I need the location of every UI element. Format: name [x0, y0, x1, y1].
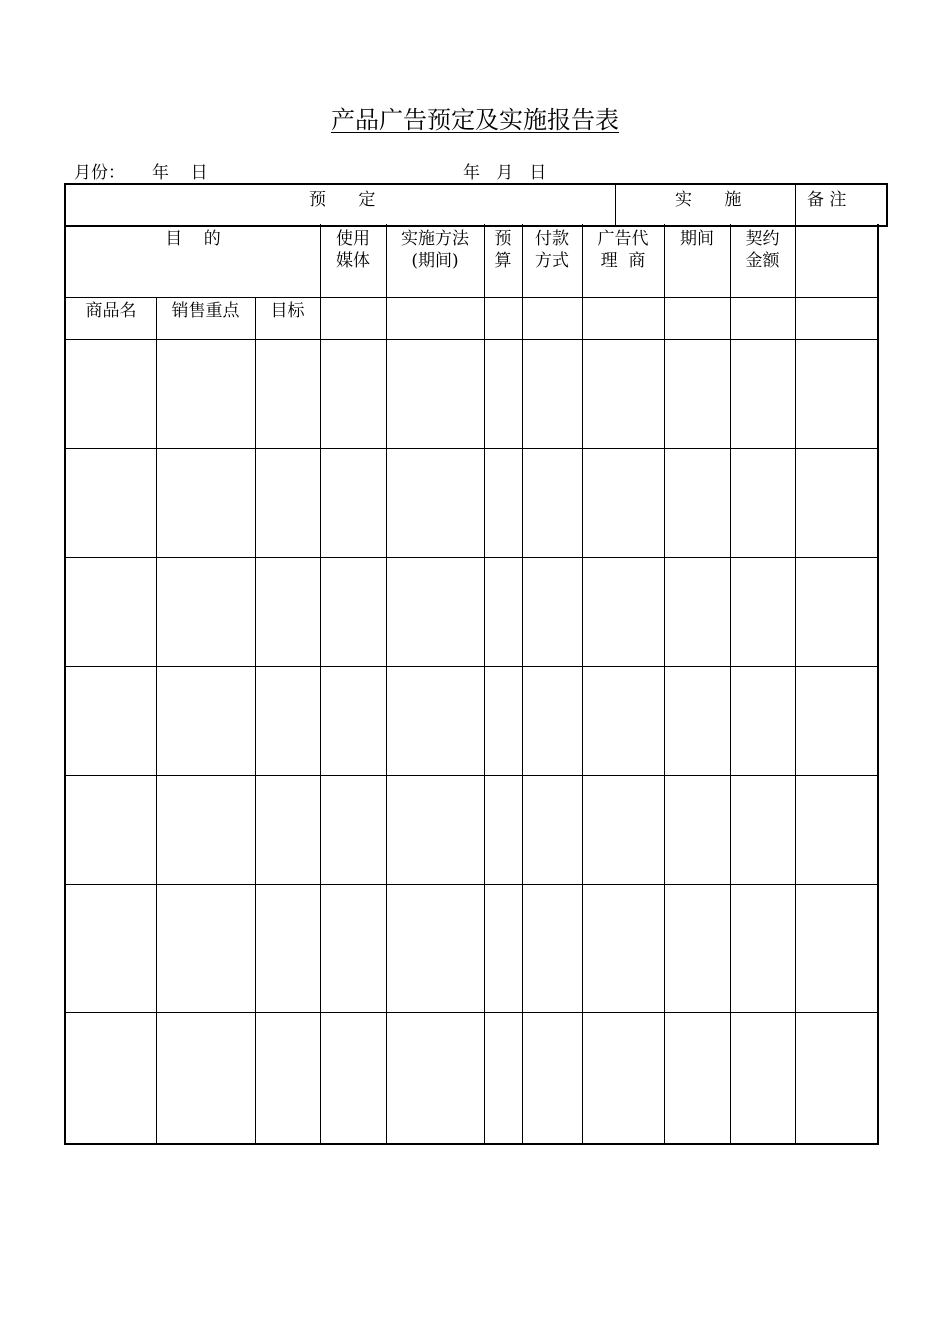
product-header: 商品名: [85, 301, 137, 321]
table-row[interactable]: [66, 340, 877, 448]
sales-focus-header: 销售重点: [171, 301, 240, 321]
table-row[interactable]: [66, 776, 877, 884]
table-row[interactable]: [66, 558, 877, 666]
payment-header: 付款 方式: [535, 229, 569, 271]
budget-header: 预 算: [494, 229, 512, 271]
report-table: [64, 224, 879, 1145]
top-header-row: [64, 183, 888, 227]
header-divider: [66, 297, 877, 298]
planned-header: 预 定: [309, 190, 376, 210]
remarks-header: 备 注: [807, 190, 847, 210]
table-row[interactable]: [66, 667, 877, 775]
table-row[interactable]: [66, 449, 877, 557]
media-header: 使用 媒体: [336, 229, 370, 271]
contract-header: 契约 金额: [745, 229, 780, 271]
purpose-header: 目 的: [165, 229, 221, 249]
divider: [615, 185, 616, 225]
implemented-header: 实 施: [675, 190, 742, 210]
divider: [795, 185, 796, 225]
method-header: 实施方法 (期间): [401, 229, 469, 271]
period-header: 期间: [680, 229, 714, 249]
target-header: 目标: [270, 301, 305, 321]
table-row[interactable]: [66, 1013, 877, 1141]
month-field: 月份： 年 日: [74, 163, 208, 183]
agency-header: 广告代 理 商: [597, 229, 649, 271]
title-text: 产品广告预定及实施报告表: [331, 106, 619, 134]
date-field: 年 月 日: [463, 163, 547, 183]
page-title: [0, 104, 950, 136]
table-row[interactable]: [66, 885, 877, 1012]
